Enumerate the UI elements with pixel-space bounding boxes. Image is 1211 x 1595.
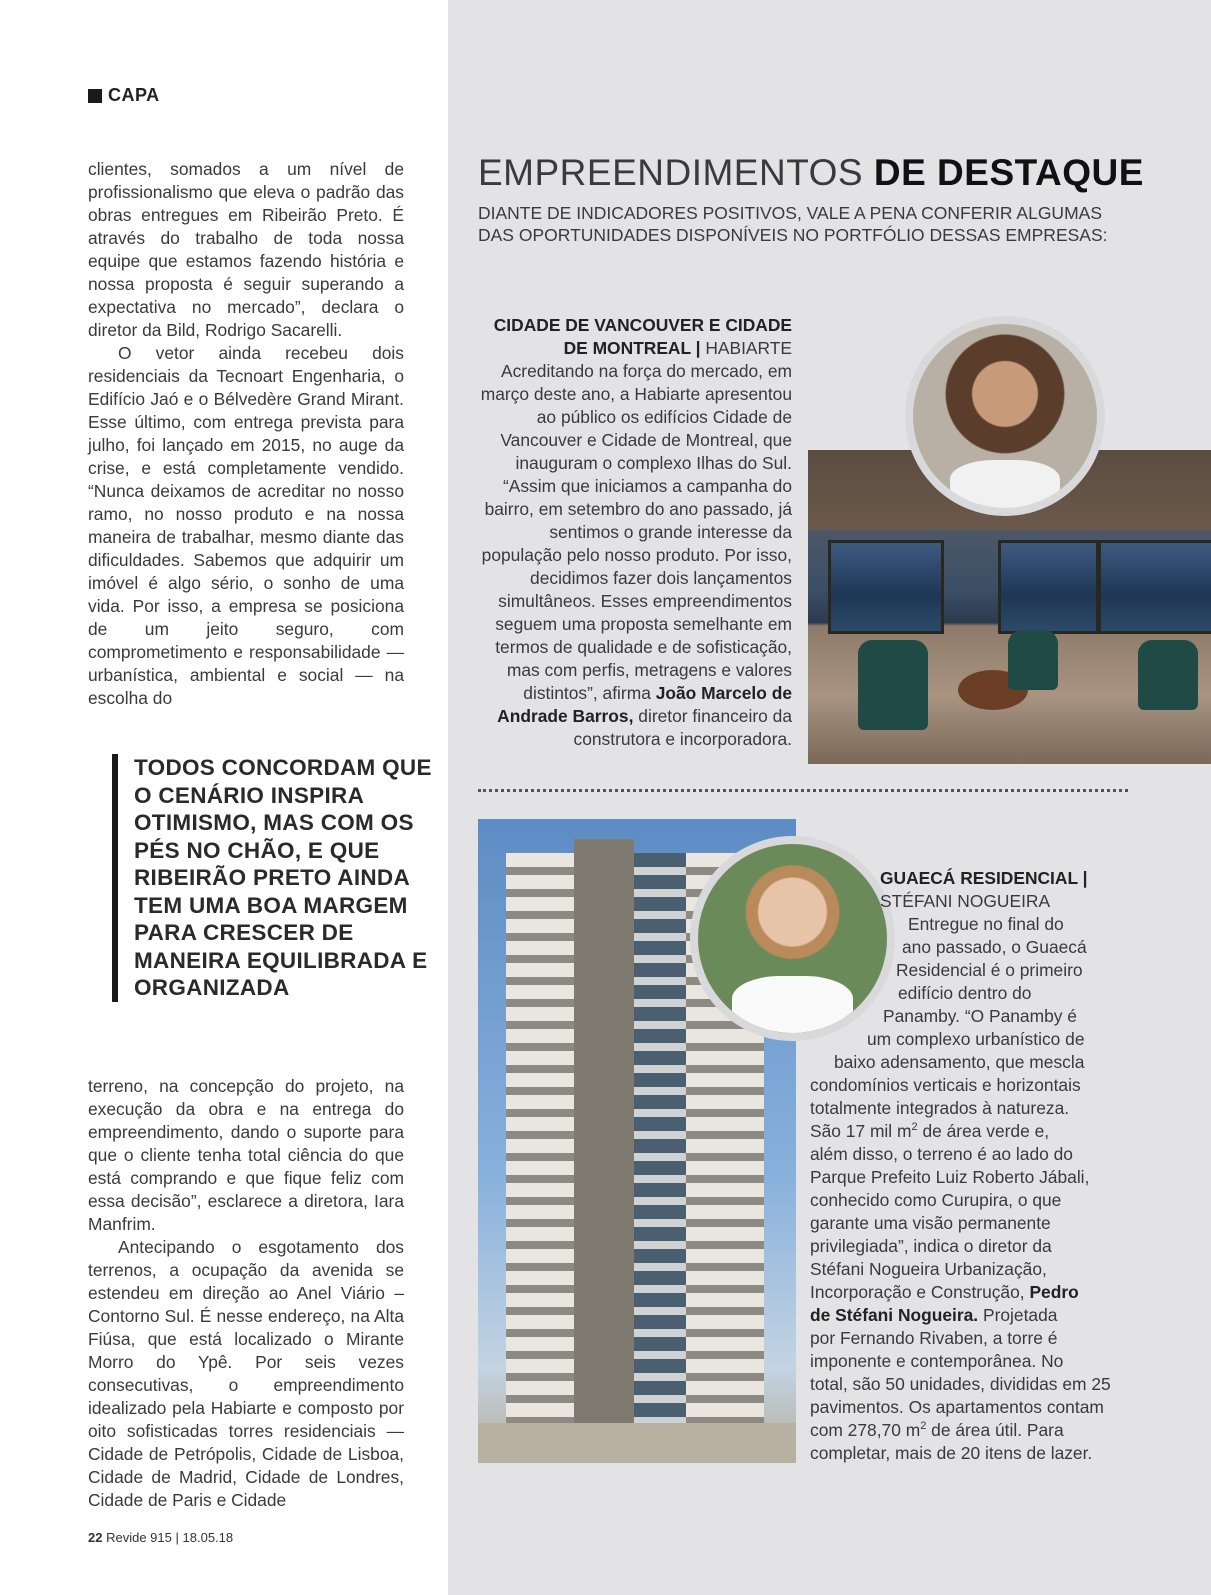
square-bullet-icon — [88, 89, 102, 103]
text-line: Panamby. “O Panamby é — [883, 1006, 1077, 1026]
text-line: privilegiada”, indica o diretor da — [810, 1236, 1052, 1256]
footer-separator: | — [175, 1530, 179, 1545]
paragraph: Antecipando o esgotamento dos terrenos, a ocupação da avenida se estendeu em direção ao Anel Viário – Contorno Sul. É nesse endereço, na Alta Fiúsa, que está localizado o Mirante Morro do Ypê. Por seis vezes consecutivas, o empreendimento idealizado pela Habiarte e composto por oito sofisticadas torres residenciais — Cidade de Petrópolis, Cidade de Lisboa, Cidade de Madrid, Cidade de Londres, Cidade de Paris e Cidade — [88, 1237, 404, 1510]
portrait-joao-marcelo — [905, 316, 1105, 516]
feature-subhead: DIANTE DE INDICADORES POSITIVOS, VALE A PENA CONFERIR ALGUMAS DAS OPORTUNIDADES DISPONÍVEIS NO PORTFÓLIO DESSAS EMPRESAS: — [478, 203, 1108, 245]
text-line: condomínios verticais e horizontais — [810, 1075, 1081, 1095]
window — [828, 540, 944, 634]
headline-light: EMPREENDIMENTOS — [478, 152, 864, 193]
paragraph: O vetor ainda recebeu dois residenciais da Tecnoart Engenharia, o Edifício Jaó e o Bélvedère Grand Mirant. Esse último, com entrega prevista para julho, foi lançado em 2015, no auge da crise, e está completamente vendido. “Nunca deixamos de acreditar no nosso ramo, no nosso produto e na nossa maneira de trabalhar, mesmo diante das dificuldades. Sabemos que adquirir um imóvel é algo sério, o sonho de uma vida. Por isso, a empresa se posiciona de um jeito seguro, com comprometimento e responsabilidade — urbanística, ambiental e social — na escolha do — [88, 343, 404, 708]
project-block-habiarte — [476, 314, 792, 751]
window — [1098, 540, 1211, 634]
person-name: João Marcelo de Andrade Barros, — [497, 683, 792, 726]
paragraph: clientes, somados a um nível de profissionalismo que eleva o padrão das obras entregues em Ribeirão Preto. É através do trabalho de toda nossa equipe que estamos fazendo história e nossa proposta é seguir superando a expectativa no mercado”, declara o diretor da Bild, Rodrigo Sacarelli. — [88, 159, 404, 340]
article-column-bottom — [88, 1075, 404, 1512]
paragraph: terreno, na concepção do projeto, na execução da obra e na entrega do empreendimento, dando o suporte para que o cliente tenha total ciência do que está comprando e que fique feliz com essa decisão”, esclarece a diretora, Iara Manfrim. — [88, 1076, 404, 1234]
project-block-guaeca-header — [880, 867, 1110, 913]
project-title: CIDADE DE VANCOUVER E CIDADE DE MONTREAL | — [493, 315, 792, 358]
page-footer — [88, 1530, 233, 1545]
magazine-issue: Revide 915 — [106, 1530, 172, 1545]
section-label — [88, 85, 160, 106]
pull-quote: TODOS CONCORDAM QUE O CENÁRIO INSPIRA OTIMISMO, MAS COM OS PÉS NO CHÃO, E QUE RIBEIRÃO PRETO AINDA TEM UMA BOA MARGEM PARA CRESCER DE MANEIRA EQUILIBRADA E ORGANIZADA — [112, 754, 434, 1002]
text-line: Entregue no final do — [908, 914, 1064, 934]
text-line: ano passado, o Guaecá — [902, 937, 1087, 957]
text-line: Stéfani Nogueira Urbanização, — [810, 1259, 1047, 1279]
text-line: conhecido como Curupira, o que — [810, 1190, 1062, 1210]
text-line: por Fernando Rivaben, a torre é — [810, 1328, 1058, 1348]
text-line: um complexo urbanístico de — [867, 1029, 1085, 1049]
dotted-divider — [478, 789, 1128, 792]
section-label-text: CAPA — [108, 85, 160, 105]
text-line: além disso, o terreno é ao lado do — [810, 1144, 1073, 1164]
window — [998, 540, 1099, 634]
text-line: edifício dentro do — [898, 983, 1032, 1003]
text-line: pavimentos. Os apartamentos contam — [810, 1397, 1104, 1417]
text-line: total, são 50 unidades, divididas em 25 — [810, 1374, 1111, 1394]
headline-bold: DE DESTAQUE — [873, 152, 1144, 193]
portrait-pedro-stefani — [690, 836, 895, 1041]
issue-date: 18.05.18 — [182, 1530, 234, 1545]
text-line: Incorporação e Construção, Pedro — [810, 1282, 1079, 1302]
project-company: STÉFANI NOGUEIRA — [880, 891, 1051, 911]
armchair — [1008, 630, 1058, 690]
text-line: imponente e contemporânea. No — [810, 1351, 1064, 1371]
page-number: 22 — [88, 1530, 103, 1545]
article-column-top — [88, 158, 404, 710]
text-line: completar, mais de 20 itens de lazer. — [810, 1443, 1093, 1463]
text-line: garante uma visão permanente — [810, 1213, 1051, 1233]
project-body: Acreditando na força do mercado, em março deste ano, a Habiarte apresentou ao público os edifícios Cidade de Vancouver e Cidade de Montreal, que inauguram o complexo Ilhas do Sul. “Assim que iniciamos a campanha do bairro, em setembro do ano passado, já sentimos o grande interesse da população pelo nosso produto. Por isso, decidimos fazer dois lançamentos simultâneos. Esses empreendimentos seguem uma proposta semelhante em termos de qualidade e de sofisticação, mas com perfis, metragens e valores distintos”, afirma — [480, 361, 792, 703]
text-line: totalmente integrados à natureza. — [810, 1098, 1070, 1118]
text-line: de Stéfani Nogueira. Projetada — [810, 1305, 1058, 1325]
armchair — [1138, 640, 1198, 710]
text-line: com 278,70 $m^2$ de área útil. Para — [810, 1420, 1064, 1440]
project-company: HABIARTE — [705, 338, 792, 358]
person-role: diretor financeiro da construtora e incorporadora. — [573, 706, 792, 749]
text-line: Residencial é o primeiro — [896, 960, 1083, 980]
text-line: Parque Prefeito Luiz Roberto Jábali, — [810, 1167, 1090, 1187]
text-line: São 17 mil $m^2$ de área verde e, — [810, 1121, 1050, 1141]
feature-headline — [478, 152, 1178, 194]
project-title: GUAECÁ RESIDENCIAL | — [880, 868, 1088, 888]
text-line: baixo adensamento, que mescla — [834, 1052, 1085, 1072]
armchair — [858, 640, 928, 730]
